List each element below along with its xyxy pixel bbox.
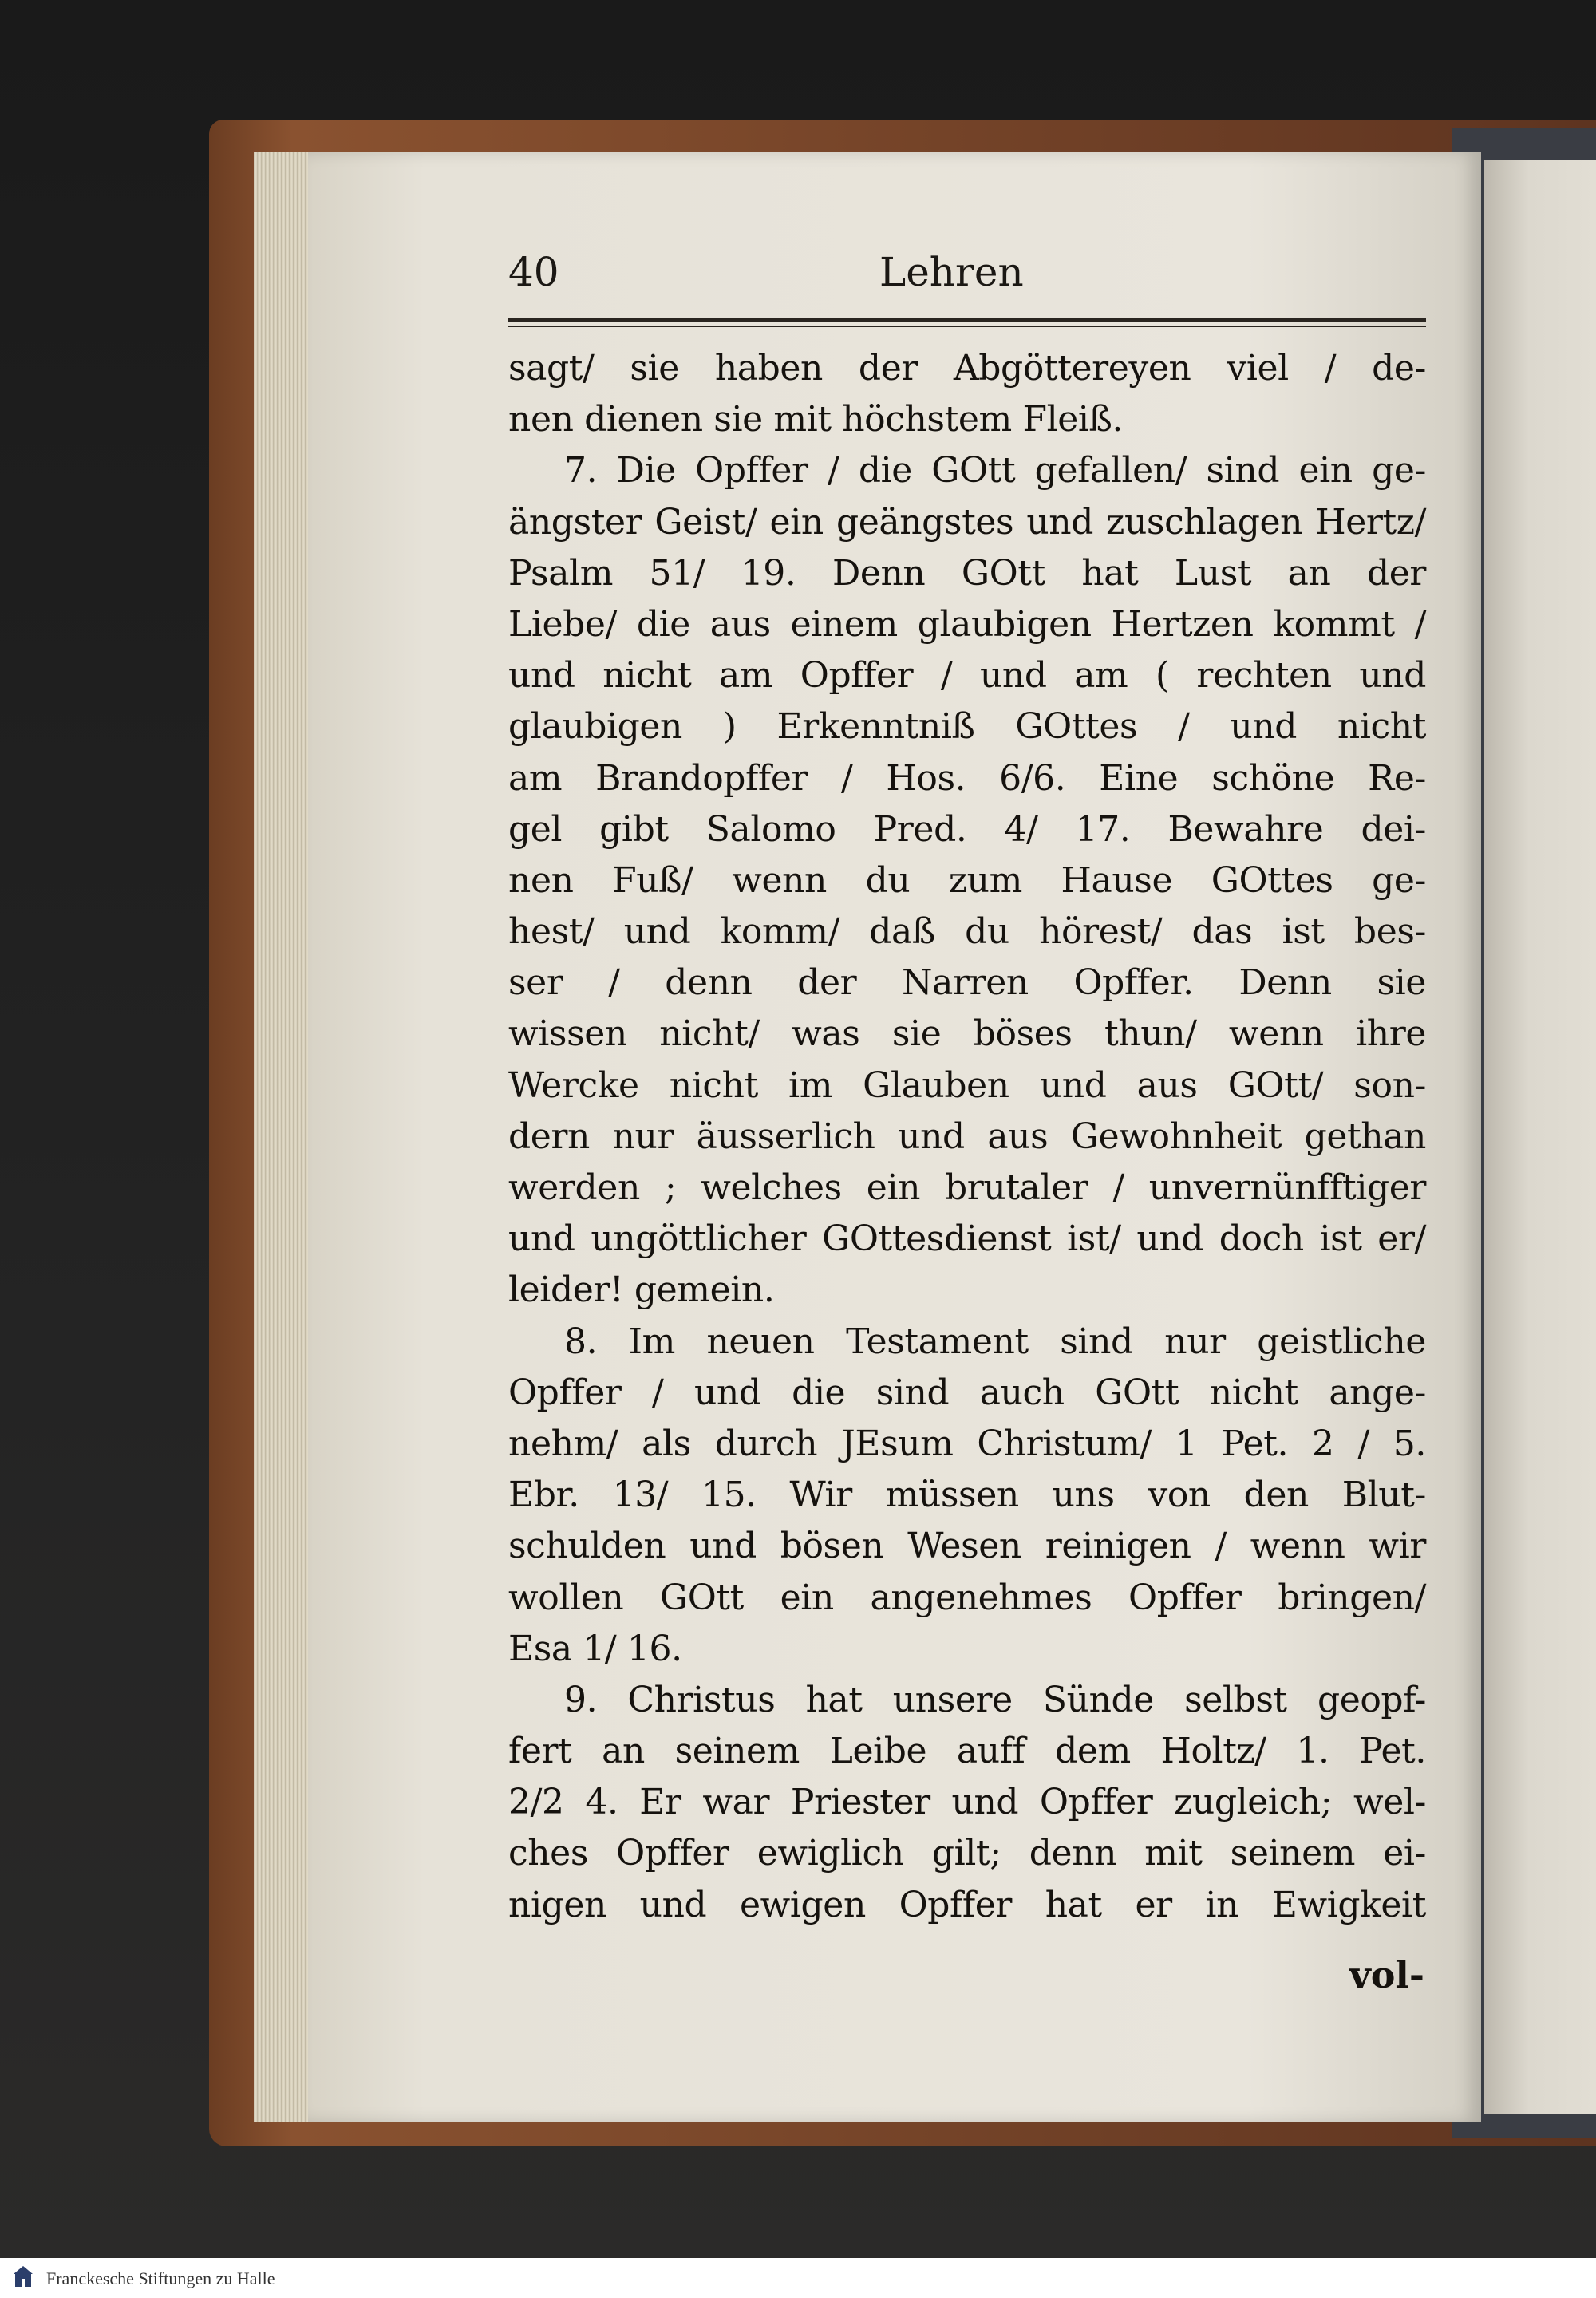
page-header [508, 249, 1426, 297]
text-line: ängster Geist/ ein geängstes und zuschlagen Hertz/ [508, 501, 1426, 543]
text-line: Opffer / und die sind auch GOtt nicht ange- [508, 1372, 1426, 1413]
header-rule [508, 318, 1426, 322]
catchword: vol- [1349, 1953, 1424, 1996]
text-line: nigen und ewigen Opffer hat er in Ewigkeit [508, 1884, 1426, 1925]
text-line: 8. Im neuen Testament sind nur geistliche [564, 1321, 1426, 1362]
text-line: Wercke nicht im Glauben und aus GOtt/ son- [508, 1064, 1426, 1106]
body-text [508, 343, 1426, 1931]
text-line: wissen nicht/ was sie böses thun/ wenn ihre [508, 1013, 1426, 1055]
institution-logo-icon [8, 2263, 38, 2293]
text-line: wollen GOtt ein angenehmes Opffer bringen/ [508, 1577, 1426, 1618]
footer-institution-label: Franckesche Stiftungen zu Halle [46, 2268, 275, 2288]
text-line: nen Fuß/ wenn du zum Hause GOttes ge- [508, 859, 1426, 901]
text-line: leider! gemein. [508, 1269, 775, 1311]
text-line: Liebe/ die aus einem glaubigen Hertzen kommt / [508, 603, 1426, 645]
text-line: Ebr. 13/ 15. Wir müssen uns von den Blut- [508, 1475, 1426, 1516]
text-line: 7. Die Opffer / die GOtt gefallen/ sind ein ge- [564, 450, 1426, 492]
text-line: nen dienen sie mit höchstem Fleiß. [508, 399, 1124, 440]
text-line: gel gibt Salomo Pred. 4/ 17. Bewahre dei- [508, 808, 1426, 850]
text-line: fert an seinem Leibe auff dem Holtz/ 1. Pet. [508, 1731, 1426, 1772]
facing-page-edge [1484, 160, 1596, 2114]
text-line: am Brandopffer / Hos. 6/6. Eine schöne Re- [508, 757, 1426, 799]
text-line: 9. Christus hat unsere Sünde selbst geopf- [564, 1679, 1426, 1720]
page-edges [254, 152, 310, 2122]
text-line: ser / denn der Narren Opffer. Denn sie [508, 962, 1426, 1004]
text-line: dern nur äusserlich und aus Gewohnheit gethan [508, 1115, 1426, 1157]
text-line: nehm/ als durch JEsum Christum/ 1 Pet. 2 / 5. [508, 1423, 1426, 1464]
text-line: glaubigen ) Erkenntniß GOttes / und nicht [508, 706, 1426, 748]
text-line: Psalm 51/ 19. Denn GOtt hat Lust an der [508, 552, 1426, 594]
header-rule-thin [508, 326, 1426, 327]
text-line: und nicht am Opffer / und am ( rechten und [508, 655, 1426, 697]
text-line: Esa 1/ 16. [508, 1628, 682, 1669]
text-line: ches Opffer ewiglich gilt; denn mit seinem ei- [508, 1833, 1426, 1874]
text-line: werden ; welches ein brutaler / unvernünfftiger [508, 1167, 1426, 1208]
page-number: 40 [508, 249, 559, 295]
text-line: hest/ und komm/ daß du hörest/ das ist bes- [508, 911, 1426, 953]
text-line: und ungöttlicher GOttesdienst ist/ und doch ist er/ [508, 1218, 1426, 1260]
page-title: Lehren [879, 249, 1024, 295]
text-line: schulden und bösen Wesen reinigen / wenn wir [508, 1526, 1426, 1567]
text-line: sagt/ sie haben der Abgöttereyen viel / de- [508, 348, 1426, 389]
text-line: 2/2 4. Er war Priester und Opffer zugleich; wel- [508, 1782, 1426, 1823]
